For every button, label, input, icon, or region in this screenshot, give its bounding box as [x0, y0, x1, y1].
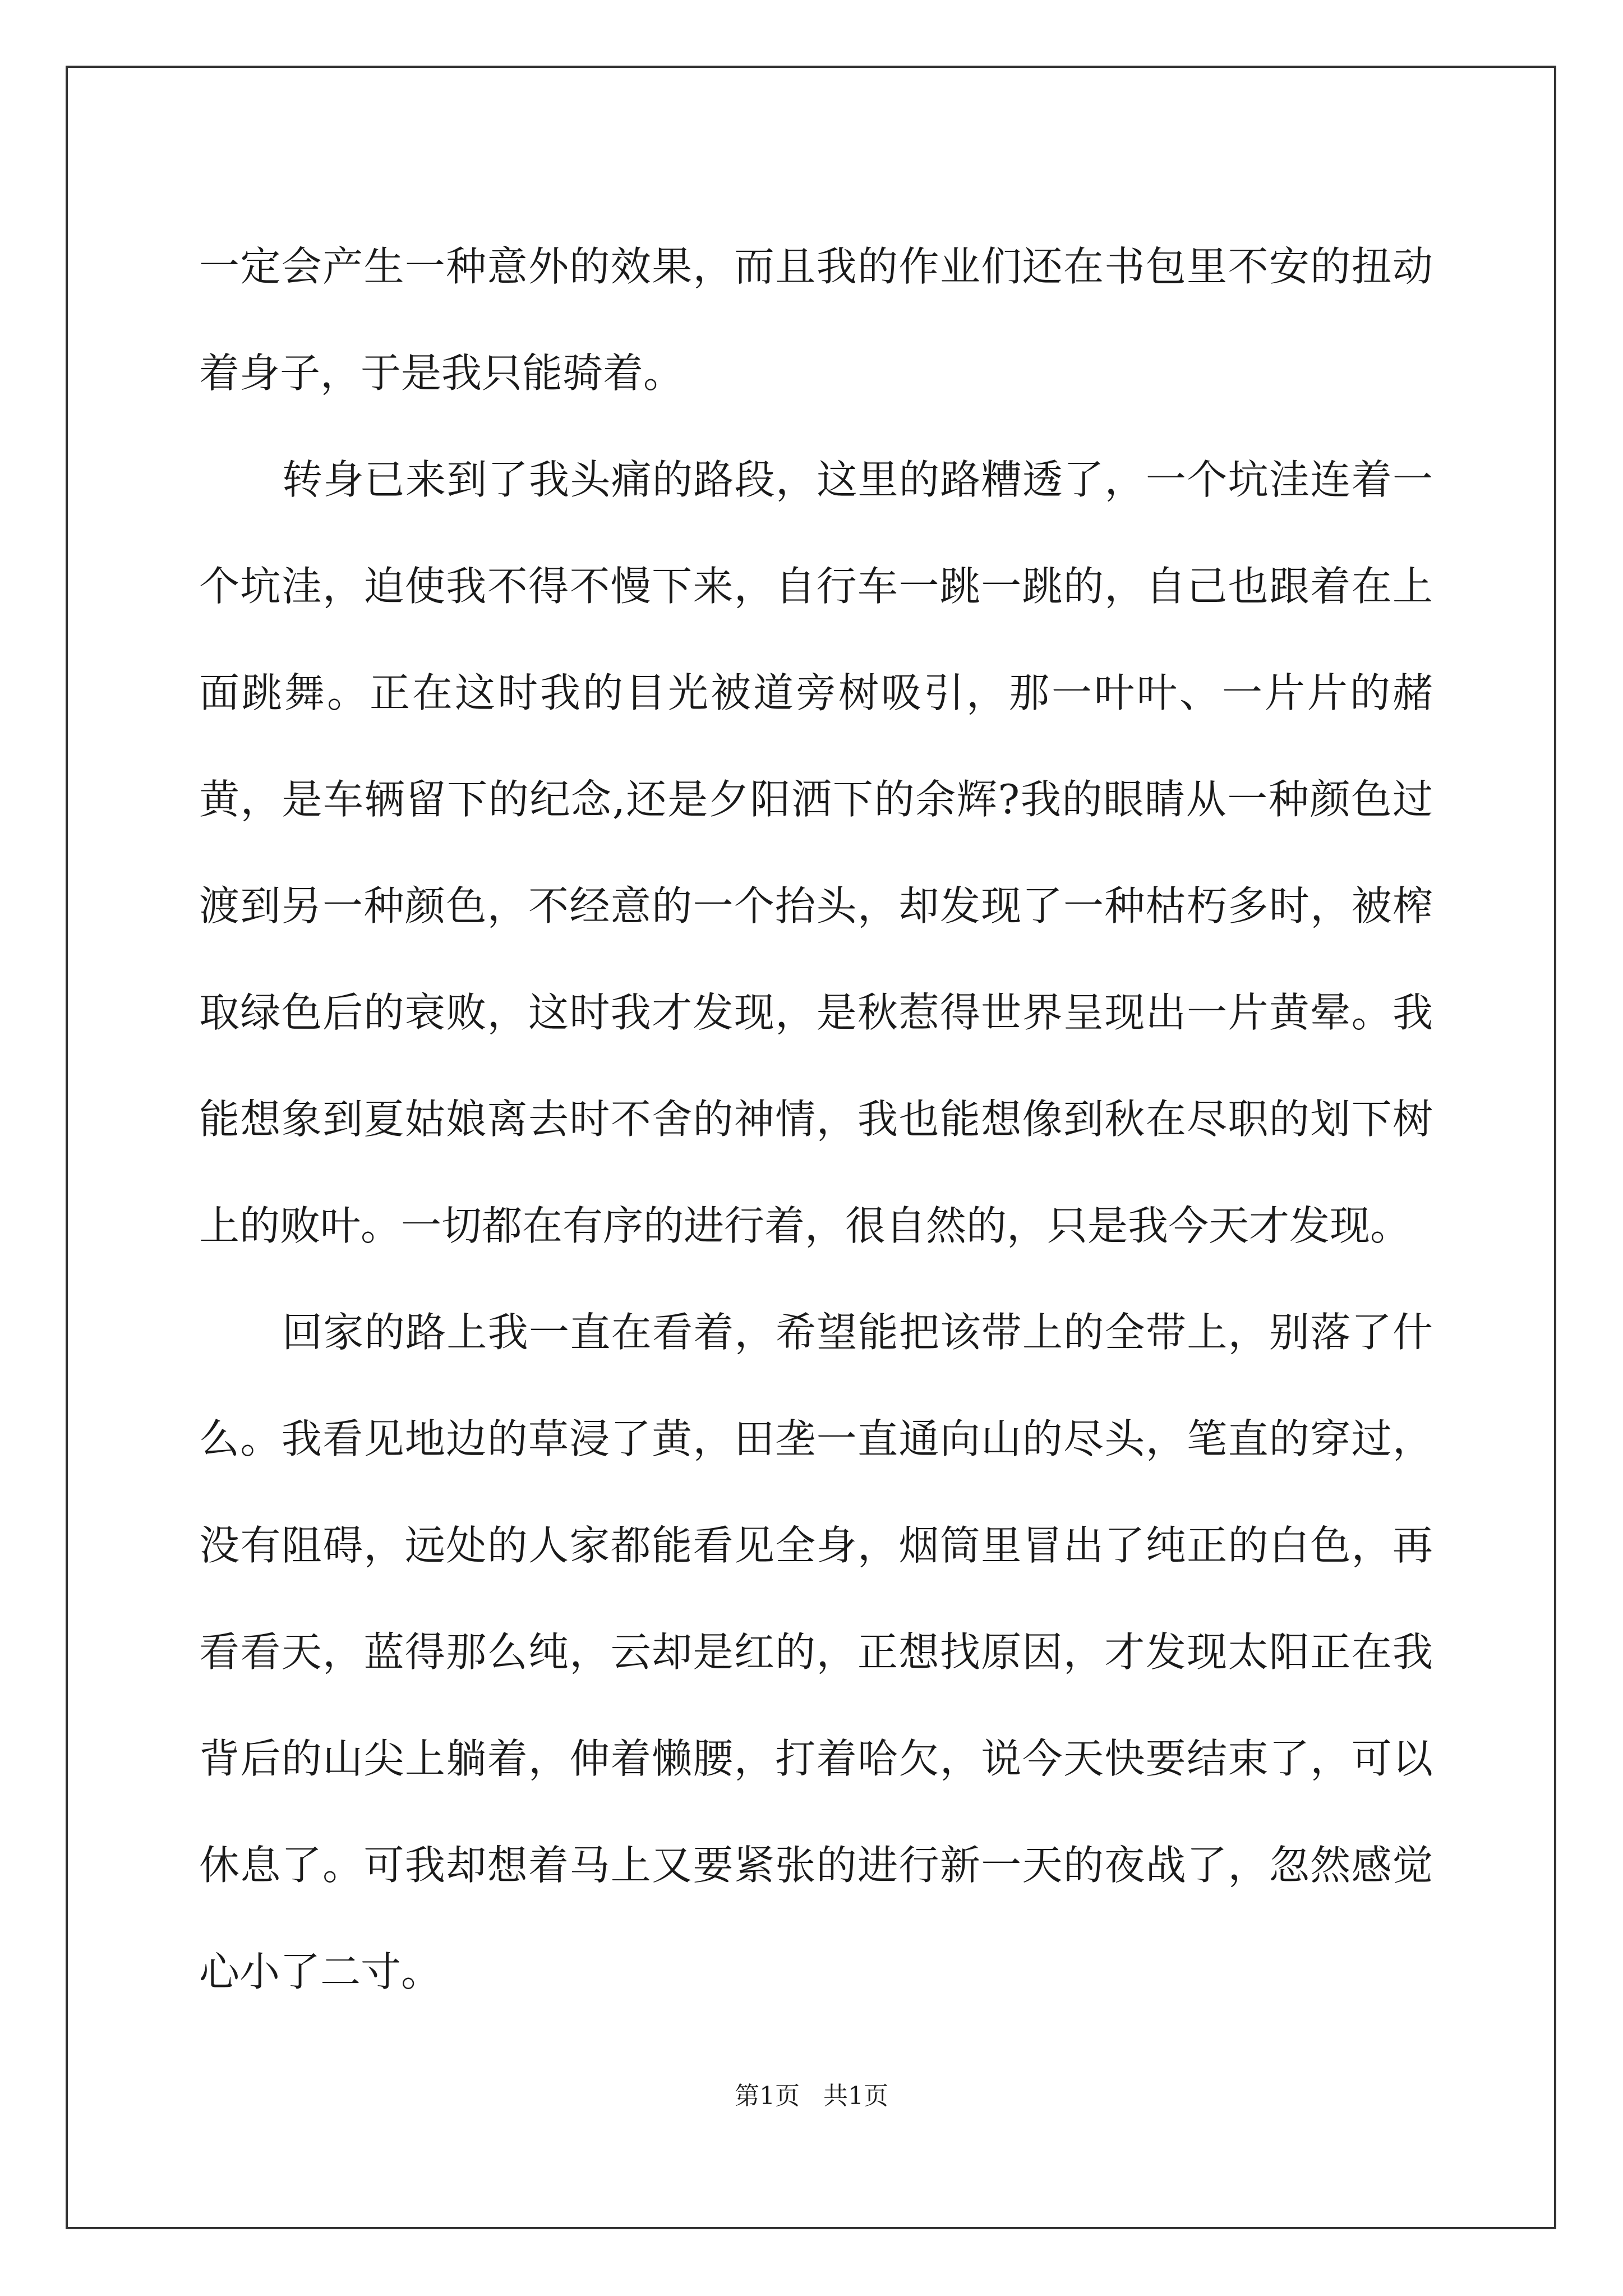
- page-total: 共1页: [823, 2082, 888, 2110]
- paragraph-3: 回家的路上我一直在看着，希望能把该带上的全带上，别落了什么。我看见地边的草浸了黄，田垄一直通向山的尽头，笔直的穿过，没有阻碍，远处的人家都能看见全身，烟筒里冒出了纯正的白色，再看看天，蓝得那么纯，云却是红的，正想找原因，才发现太阳正在我背后的山尖上躺着，伸着懒腰，打着哈欠，说今天快要结束了，可以休息了。可我却想着马上又要紧张的进行新一天的夜战了，忽然感觉心小了二寸。: [199, 1309, 1433, 1995]
- page-footer: [0, 2076, 1623, 2111]
- paragraph-2: 转身已来到了我头痛的路段，这里的路糟透了，一个坑洼连着一个坑洼，迫使我不得不慢下来，自行车一跳一跳的，自己也跟着在上面跳舞。正在这时我的目光被道旁树吸引，那一叶叶、一片片的赭黄，是车辆留下的纪念,还是夕阳洒下的余辉?我的眼睛从一种颜色过渡到另一种颜色，不经意的一个抬头，却发现了一种枯朽多时，被榨取绿色后的衰败，这时我才发现，是秋惹得世界呈现出一片黄晕。我能想象到夏姑娘离去时不舍的神情，我也能想像到秋在尽职的划下树上的败叶。一切都在有序的进行着，很自然的，只是我今天才发现。: [199, 456, 1433, 1249]
- page-number: 第1页: [735, 2082, 800, 2110]
- document-body: [199, 213, 1433, 2025]
- paragraph-1: 一定会产生一种意外的效果，而且我的作业们还在书包里不安的扭动着身子，于是我只能骑着。: [199, 243, 1433, 397]
